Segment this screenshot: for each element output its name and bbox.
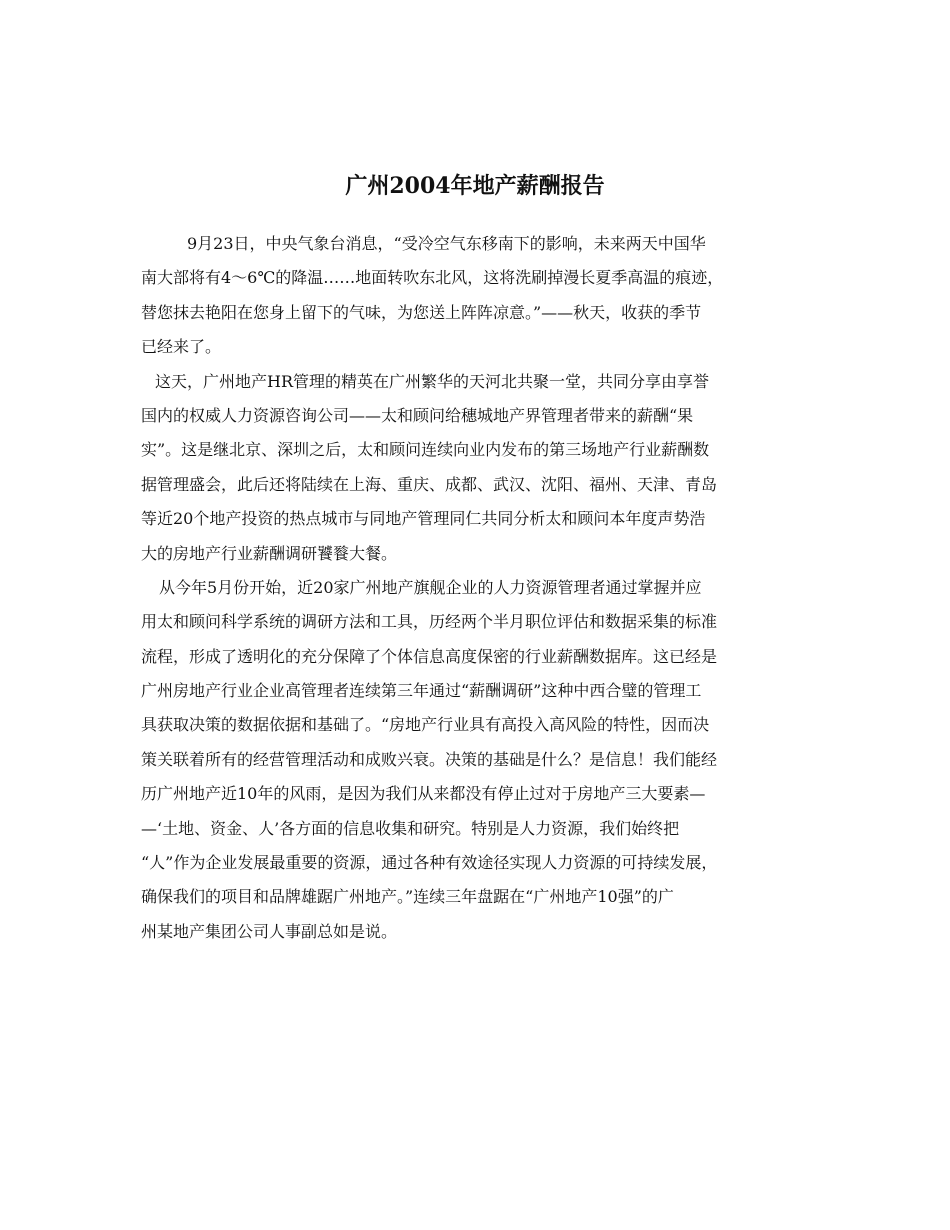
paragraph-line: 从今年5月份开始，近20家广州地产旗舰企业的人力资源管理者通过掌握并应 <box>159 577 702 597</box>
paragraph-line: 大的房地产行业薪酬调研饕餮大餐。 <box>141 543 398 563</box>
paragraph-line: 据管理盛会，此后还将陆续在上海、重庆、成都、武汉、沈阳、福州、天津、青岛 <box>141 474 718 494</box>
paragraph-2 <box>141 365 815 571</box>
paragraph-line: 等近20个地产投资的热点城市与同地产管理同仁共同分析太和顾问本年度声势浩 <box>141 509 706 529</box>
paragraph-line: 历广州地产近10年的风雨，是因为我们从来都没有停止过对于房地产三大要素— <box>141 784 706 804</box>
paragraph-line: 9月23日，中央气象台消息，“受冷空气东移南下的影响，未来两天中国华 <box>187 234 706 253</box>
paragraph-1 <box>141 227 815 365</box>
paragraph-line: 国内的权威人力资源咨询公司——太和顾问给穗城地产界管理者带来的薪酬“果 <box>141 405 694 425</box>
paragraph-line: 南大部将有4～6℃的降温……地面转吹东北风，这将洗刷掉漫长夏季高温的痕迹， <box>141 268 724 288</box>
document-title: 广州2004年地产薪酬报告 <box>345 173 605 199</box>
paragraph-line: 替您抹去艳阳在您身上留下的气味，为您送上阵阵凉意。”——秋天，收获的季节 <box>141 302 702 322</box>
paragraph-line: —‘土地、资金、人’各方面的信息收集和研究。特别是人力资源，我们始终把 <box>141 818 680 838</box>
paragraph-3 <box>141 571 815 949</box>
paragraph-line: 这天，广州地产HR管理的精英在广州繁华的天河北共聚一堂，共同分享由享誉 <box>155 371 710 391</box>
paragraph-line: 已经来了。 <box>141 337 222 357</box>
paragraph-line: 用太和顾问科学系统的调研方法和工具，历经两个半月职位评估和数据采集的标准 <box>141 612 718 632</box>
paragraph-line: 州某地产集团公司人事副总如是说。 <box>141 921 398 941</box>
paragraph-line: 具获取决策的数据依据和基础了。“房地产行业具有高投入高风险的特性，因而决 <box>141 715 710 735</box>
document-body <box>141 227 815 949</box>
paragraph-line: 策关联着所有的经营管理活动和成败兴衰。决策的基础是什么？是信息！我们能经 <box>141 749 718 769</box>
paragraph-line: 确保我们的项目和品牌雄踞广州地产。”连续三年盘踞在“广州地产10强”的广 <box>141 887 674 907</box>
paragraph-line: 流程，形成了透明化的充分保障了个体信息高度保密的行业薪酬数据库。这已经是 <box>141 646 718 666</box>
paragraph-line: “人”作为企业发展最重要的资源，通过各种有效途径实现人力资源的可持续发展， <box>141 853 718 873</box>
paragraph-line: 广州房地产行业企业高管理者连续第三年通过“薪酬调研”这种中西合璧的管理工 <box>141 681 702 701</box>
paragraph-line: 实”。这是继北京、深圳之后，太和顾问连续向业内发布的第三场地产行业薪酬数 <box>141 440 710 460</box>
